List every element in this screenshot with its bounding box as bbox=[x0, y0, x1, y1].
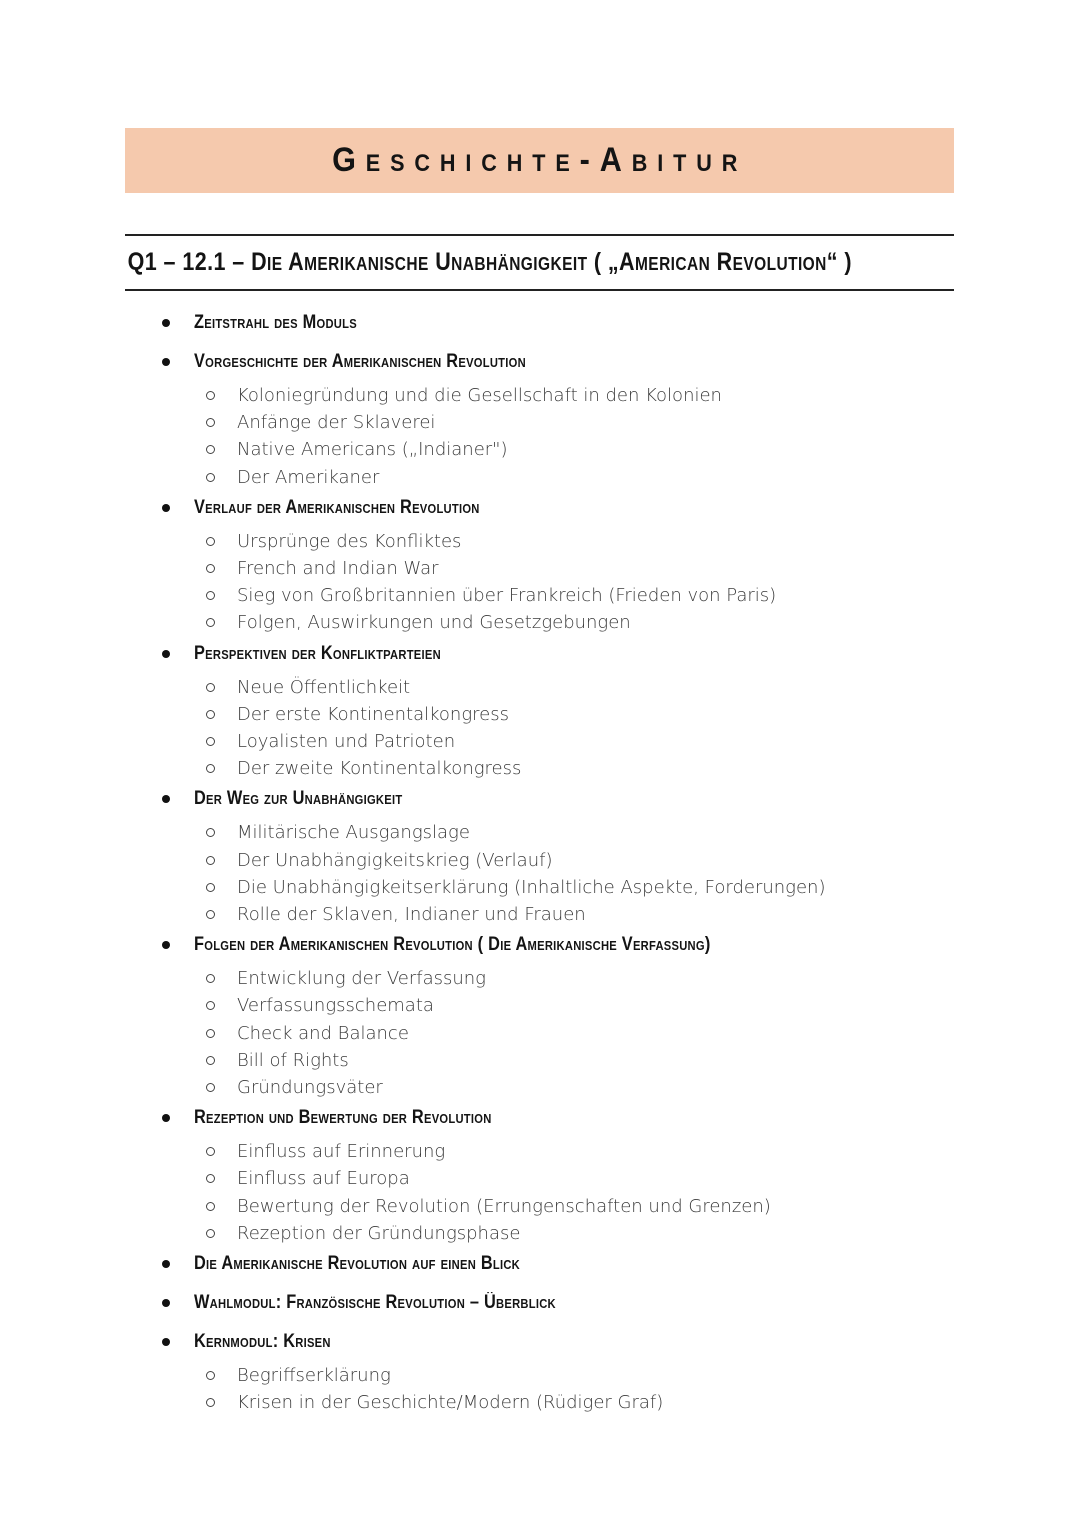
bullet-icon bbox=[162, 1299, 170, 1307]
circle-bullet-icon bbox=[206, 1202, 215, 1211]
subtopic-item bbox=[206, 701, 509, 728]
subtopic-item bbox=[206, 1047, 349, 1074]
circle-bullet-icon bbox=[206, 1029, 215, 1038]
circle-bullet-icon bbox=[206, 473, 215, 482]
topic-item bbox=[160, 493, 526, 523]
circle-bullet-icon bbox=[206, 391, 215, 400]
circle-bullet-icon bbox=[206, 564, 215, 573]
subtopic-item bbox=[206, 1074, 383, 1101]
subtopic-item bbox=[206, 992, 434, 1019]
topic-label: Kernmodul: Krisen bbox=[194, 1331, 331, 1352]
subtopic-label: Neue Öffentlichkeit bbox=[237, 676, 411, 698]
subtopic-item bbox=[206, 965, 486, 992]
bullet-icon bbox=[162, 1338, 170, 1346]
subtopic-item bbox=[206, 1165, 410, 1192]
title-banner bbox=[125, 128, 954, 193]
subtopic-label: Verfassungsschemata bbox=[237, 995, 434, 1017]
topic-item bbox=[160, 1288, 615, 1318]
subtopic-label: Bill of Rights bbox=[237, 1049, 349, 1071]
circle-bullet-icon bbox=[206, 974, 215, 983]
subtopic-label: Krisen in der Geschichte/Modern (Rüdiger Graf) bbox=[237, 1392, 664, 1414]
circle-bullet-icon bbox=[206, 1229, 215, 1238]
circle-bullet-icon bbox=[206, 445, 215, 454]
subtopic-item bbox=[206, 819, 470, 846]
circle-bullet-icon bbox=[206, 683, 215, 692]
subtopic-item bbox=[206, 528, 461, 555]
subtopic-item bbox=[206, 1389, 663, 1416]
subtopic-item bbox=[206, 1220, 520, 1247]
circle-bullet-icon bbox=[206, 737, 215, 746]
subtopic-item bbox=[206, 436, 507, 463]
subtopic-item bbox=[206, 755, 521, 782]
subtopic-label: Einfluss auf Erinnerung bbox=[237, 1141, 446, 1163]
topic-item bbox=[160, 1103, 540, 1133]
subtopic-label: Bewertung der Revolution (Errungenschaften und Grenzen) bbox=[237, 1195, 771, 1217]
subtopic-label: Die Unabhängigkeitserklärung (Inhaltliche Aspekte, Forderungen) bbox=[237, 876, 826, 898]
subtopic-label: Rolle der Sklaven, Indianer und Frauen bbox=[237, 904, 586, 925]
subtopic-label: Der Amerikaner bbox=[237, 466, 380, 488]
subtopic-label: Check and Balance bbox=[237, 1022, 409, 1044]
subtopic-label: Militärische Ausgangslage bbox=[237, 822, 470, 844]
bullet-icon bbox=[162, 319, 170, 327]
circle-bullet-icon bbox=[206, 856, 215, 865]
subtopic-item bbox=[206, 1362, 391, 1389]
subtopic-item bbox=[206, 874, 825, 901]
topic-item bbox=[160, 930, 795, 960]
subtopic-label: Loyalisten und Patrioten bbox=[237, 731, 456, 752]
topic-item bbox=[160, 784, 436, 814]
subtopic-label: Anfänge der Sklaverei bbox=[237, 412, 436, 434]
bullet-icon bbox=[162, 795, 170, 803]
section-heading: Q1 – 12.1 – Die Amerikanische Unabhängigkeit ( „American Revolution“ ) bbox=[127, 248, 852, 276]
circle-bullet-icon bbox=[206, 1056, 215, 1065]
bullet-icon bbox=[162, 650, 170, 658]
subtopic-item bbox=[206, 555, 439, 582]
subtopic-label: Einfluss auf Europa bbox=[237, 1168, 410, 1190]
bullet-icon bbox=[162, 1260, 170, 1268]
circle-bullet-icon bbox=[206, 764, 215, 773]
circle-bullet-icon bbox=[206, 1174, 215, 1183]
subtopic-label: Sieg von Großbritannien über Frankreich (Frieden von Paris) bbox=[237, 585, 777, 607]
circle-bullet-icon bbox=[206, 1083, 215, 1092]
topic-label: Vorgeschichte der Amerikanischen Revolution bbox=[194, 351, 526, 372]
subtopic-item bbox=[206, 1193, 771, 1220]
subtopic-item bbox=[206, 674, 410, 701]
bullet-icon bbox=[162, 1114, 170, 1122]
circle-bullet-icon bbox=[206, 828, 215, 837]
bullet-icon bbox=[162, 504, 170, 512]
circle-bullet-icon bbox=[206, 1001, 215, 1010]
subtopic-item bbox=[206, 1138, 445, 1165]
subtopic-label: Entwicklung der Verfassung bbox=[237, 968, 486, 990]
subtopic-item bbox=[206, 1020, 409, 1047]
circle-bullet-icon bbox=[206, 618, 215, 627]
circle-bullet-icon bbox=[206, 710, 215, 719]
topic-label: Die Amerikanische Revolution auf einen Blick bbox=[194, 1253, 520, 1274]
subtopic-item bbox=[206, 409, 435, 436]
topic-label: Wahlmodul: Französische Revolution – Überblick bbox=[194, 1292, 556, 1313]
topic-label: Zeitstrahl des Moduls bbox=[194, 312, 357, 333]
topic-item bbox=[160, 639, 481, 669]
topic-item bbox=[160, 1327, 353, 1357]
circle-bullet-icon bbox=[206, 883, 215, 892]
circle-bullet-icon bbox=[206, 1371, 215, 1380]
subtopic-item bbox=[206, 847, 552, 874]
topic-label: Perspektiven der Konfliktparteien bbox=[194, 642, 441, 664]
subtopic-label: Folgen, Auswirkungen und Gesetzgebungen bbox=[237, 612, 631, 634]
subtopic-label: Gründungsväter bbox=[237, 1077, 383, 1098]
subtopic-label: Rezeption der Gründungsphase bbox=[237, 1222, 521, 1244]
topic-item bbox=[160, 1249, 573, 1279]
topic-item bbox=[160, 308, 383, 338]
topic-label: Der Weg zur Unabhängigkeit bbox=[194, 788, 403, 810]
subtopic-item bbox=[206, 901, 586, 928]
topic-label: Rezeption und Bewertung der Revolution bbox=[194, 1107, 492, 1129]
subtopic-item bbox=[206, 464, 379, 491]
bullet-icon bbox=[162, 358, 170, 366]
subtopic-label: Ursprünge des Konfliktes bbox=[237, 530, 462, 552]
subtopic-label: Der Unabhängigkeitskrieg (Verlauf) bbox=[237, 849, 553, 871]
subtopic-label: Der zweite Kontinentalkongress bbox=[237, 758, 522, 780]
document-title: Geschichte-Abitur bbox=[331, 141, 748, 179]
topic-label: Verlauf der Amerikanischen Revolution bbox=[194, 496, 480, 518]
bullet-icon bbox=[162, 941, 170, 949]
topic-label: Folgen der Amerikanischen Revolution ( Die Amerikanische Verfassung) bbox=[194, 934, 711, 956]
subtopic-item bbox=[206, 728, 455, 755]
subtopic-item bbox=[206, 382, 722, 409]
subtopic-item bbox=[206, 582, 776, 609]
circle-bullet-icon bbox=[206, 537, 215, 546]
subtopic-label: Der erste Kontinentalkongress bbox=[237, 703, 509, 725]
subtopic-item bbox=[206, 609, 631, 636]
subtopic-label: Koloniegründung und die Gesellschaft in den Kolonien bbox=[237, 385, 722, 406]
topic-item bbox=[160, 347, 580, 377]
subtopic-label: French and Indian War bbox=[237, 558, 439, 579]
subtopic-label: Begriffserklärung bbox=[237, 1365, 391, 1386]
circle-bullet-icon bbox=[206, 1398, 215, 1407]
circle-bullet-icon bbox=[206, 1147, 215, 1156]
section-header bbox=[125, 234, 954, 291]
circle-bullet-icon bbox=[206, 910, 215, 919]
circle-bullet-icon bbox=[206, 418, 215, 427]
circle-bullet-icon bbox=[206, 591, 215, 600]
subtopic-label: Native Americans („Indianer") bbox=[237, 439, 508, 461]
